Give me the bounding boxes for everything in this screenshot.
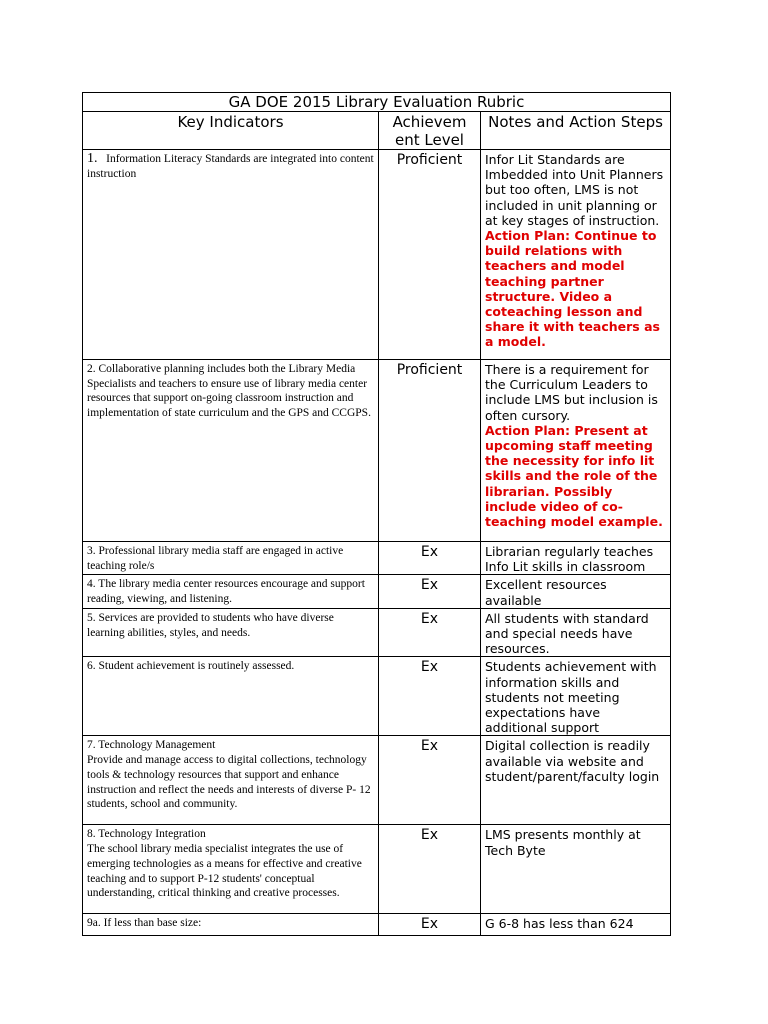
indicator-cell xyxy=(83,150,379,360)
notes-cell xyxy=(481,360,671,542)
indicator-cell: 3. Professional library media staff are engaged in active teaching role/s xyxy=(83,542,379,575)
table-row xyxy=(83,575,671,608)
table-row xyxy=(83,608,671,657)
table-row xyxy=(83,657,671,736)
indicator-title: 8. Technology Integration xyxy=(87,828,206,841)
notes-cell: LMS presents monthly at Tech Byte xyxy=(481,825,671,914)
indicator-text: Provide and manage access to digital collections, technology tools & technology resources that support and enhance instruction and reflect the needs and interests of diverse P- 12 students, school and community. xyxy=(87,754,371,811)
table-row xyxy=(83,360,671,542)
table-row xyxy=(83,825,671,914)
title-row xyxy=(83,93,671,112)
header-key-indicators: Key Indicators xyxy=(83,112,379,150)
header-notes: Notes and Action Steps xyxy=(481,112,671,150)
notes-cell xyxy=(481,150,671,360)
indicator-cell: 9a. If less than base size: xyxy=(83,914,379,936)
achievement-cell: Ex xyxy=(379,825,481,914)
indicator-number: 1. xyxy=(87,151,98,166)
notes-cell: G 6-8 has less than 624 xyxy=(481,914,671,936)
notes-text: Infor Lit Standards are Imbedded into Unit Planners but too often, LMS is not included in unit planning or at key stages of instruction. xyxy=(485,152,664,228)
indicator-title: 7. Technology Management xyxy=(87,739,216,752)
notes-cell: Digital collection is readily available via website and student/parent/faculty login xyxy=(481,736,671,825)
indicator-cell xyxy=(83,736,379,825)
achievement-cell: Ex xyxy=(379,542,481,575)
header-achievement-level: Achievem ent Level xyxy=(379,112,481,150)
notes-cell: All students with standard and special needs have resources. xyxy=(481,608,671,657)
table-row xyxy=(83,914,671,936)
table-row xyxy=(83,736,671,825)
header-row xyxy=(83,112,671,150)
notes-cell: Excellent resources available xyxy=(481,575,671,608)
indicator-cell: 6. Student achievement is routinely assessed. xyxy=(83,657,379,736)
notes-cell: Students achievement with information skills and students not meeting expectations have additional support xyxy=(481,657,671,736)
indicator-cell: 5. Services are provided to students who have diverse learning abilities, styles, and needs. xyxy=(83,608,379,657)
achievement-cell: Ex xyxy=(379,608,481,657)
indicator-cell xyxy=(83,825,379,914)
indicator-cell: 4. The library media center resources encourage and support reading, viewing, and listening. xyxy=(83,575,379,608)
notes-text: There is a requirement for the Curriculum Leaders to include LMS but inclusion is often cursory. xyxy=(485,362,658,423)
table-row xyxy=(83,542,671,575)
achievement-cell: Ex xyxy=(379,575,481,608)
achievement-cell: Ex xyxy=(379,914,481,936)
achievement-cell: Ex xyxy=(379,736,481,825)
action-plan: Action Plan: Continue to build relations with teachers and model teaching partner structure. Video a coteaching lesson and share it with teachers as a model. xyxy=(485,228,660,350)
rubric-table xyxy=(82,92,671,936)
achievement-cell: Ex xyxy=(379,657,481,736)
table-row xyxy=(83,150,671,360)
indicator-text: Information Literacy Standards are integrated into content instruction xyxy=(87,153,374,180)
indicator-text: The school library media specialist integrates the use of emerging technologies as a means for effective and creative teaching and to support P-12 students' conceptual understanding, critical thinking and creative processes. xyxy=(87,843,362,900)
indicator-cell: 2. Collaborative planning includes both the Library Media Specialists and teachers to ensure use of library media center resources that support on-going classroom instruction and implementation of state curriculum and the GPS and CCGPS. xyxy=(83,360,379,542)
achievement-cell: Proficient xyxy=(379,360,481,542)
notes-cell: Librarian regularly teaches Info Lit skills in classroom xyxy=(481,542,671,575)
achievement-cell: Proficient xyxy=(379,150,481,360)
action-plan: Action Plan: Present at upcoming staff meeting the necessity for info lit skills and the role of the librarian. Possibly include video of co-teaching model example. xyxy=(485,422,663,530)
table-title: GA DOE 2015 Library Evaluation Rubric xyxy=(83,93,671,112)
